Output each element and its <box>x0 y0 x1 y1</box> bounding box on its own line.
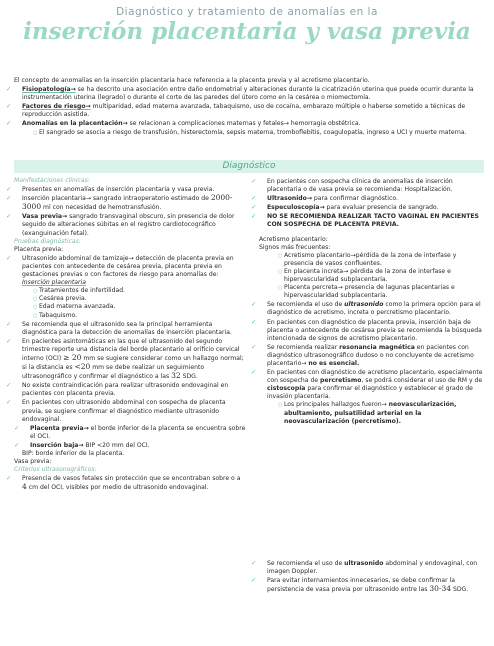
check-icon: ✓ <box>6 212 12 221</box>
sub-item: ○ Tratamientos de infertilidad. <box>14 287 247 295</box>
page-title: inserción placentaria y vasa previa <box>23 18 471 45</box>
sub-item: ○ Tabaquismo. <box>14 312 247 320</box>
header-pre: Diagnóstico y tratamiento de anomalías en la <box>116 6 378 18</box>
p-4: ✓ No existe contraindicación para realizar ultrasonido endovaginal en pacientes con placenta previa. <box>6 381 229 398</box>
p-6: ✓ Placenta previa→ el borde inferior de la placenta se encuentra sobre el OCI. <box>14 423 246 440</box>
r-7: ✓ Se recomienda realizar resonancia magnética en pacientes con diagnóstico ultrasonográfico dudoso o no concluyente de acretismo placentario→ no es esencial. <box>251 342 474 367</box>
right-bottom <box>251 559 485 594</box>
page-header <box>0 6 494 45</box>
r-9: ✓ Se recomienda el uso de ultrasonido abdominal y endovaginal, con imagen Doppler. <box>251 559 478 576</box>
vp-heading: Vasa previa: <box>14 458 52 466</box>
intro-fisio: ✓ Fisiopatología→ se ha descrito una asociación entre daño endometrial y alteraciones durante la cicatrización uterina que puede ocurrir durante la instrumentación uterina (legrado) o durante el corte de las paredes del útero como en la cesárea o miomectomía. <box>6 85 474 102</box>
check-icon: ✓ <box>6 319 12 328</box>
check-icon: ✓ <box>6 474 12 483</box>
intro-section <box>6 77 484 137</box>
r-2: ✓ Ultrasonido→ para confirmar diagnóstico. <box>251 194 398 203</box>
check-icon: ✓ <box>6 253 12 262</box>
check-icon: ✓ <box>251 317 257 326</box>
check-icon: ✓ <box>251 203 257 212</box>
r-4: ✓ NO SE RECOMIENDA REALIZAR TACTO VAGINAL EN PACIENTES CON SOSPECHA DE PLACENTA PREVIA. <box>251 212 479 229</box>
manif-2: ✓ Inserción placentaria→ sangrado intraoperatorio estimado de 2000-3000 ml con necesidad de hemotransfusión. <box>6 193 233 212</box>
p-3: ✓ En pacientes asintomáticas en las que el ultrasonido del segundo trimestre reporte una distancia del borde placentario al orificio cervical interno (OCI) ≥ 20 mm se sugiere considerar como un hallazgo normal; si la distancia es <20 mm se debe realizar un seguimiento ultrasonográfico y confirmar el diagnóstico a las 32 SDG. <box>6 336 244 381</box>
signos-label: Signos más frecuentes: <box>259 243 331 251</box>
check-icon: ✓ <box>14 440 20 449</box>
manif-3: ✓ Vasa previa→ sangrado transvaginal obscuro, sin presencia de dolor seguido de alteraciones súbitas en el registro cardiotocográfico (exanguinación fetal). <box>6 212 235 237</box>
sub-item: ○ Edad materna avanzada. <box>14 303 247 311</box>
check-icon: ✓ <box>6 102 12 111</box>
r-8-sub: ○ Los principales hallazgos fueron→ neovascularización, abultamiento, pulsatilidad arterial en la neovascularización (percretismo). <box>259 401 485 425</box>
signo-1: ○ Acretismo placentario→pérdida de la zona de interfase y presencia de vasos confluentes. <box>259 252 485 268</box>
r-8: ✓ En pacientes con diagnóstico de acretismo placentario, especialmente con sospecha de percretismo, se podrá considerar el uso de RM y de cistoscopía para confirmar el diagnóstico y establecer el grado de invasión placentaria. <box>251 368 483 401</box>
intro-anom: ✓ Anomalías en la placentación→ se relacionan a complicaciones maternas y fetales→ hemorragia obstétrica. <box>6 119 361 128</box>
intro-anom-sub: ○ El sangrado se asocia a riesgo de transfusión, histerectomía, sepsis materna, tromboflebitis, coagulopatía, ingreso a UCI y muerte materna. <box>14 129 484 137</box>
check-icon: ✓ <box>6 119 12 128</box>
vp-1: ✓ Presencia de vasos fetales sin protección que se encontraban sobre o a 4 cm del OCI, visibles por medio de ultrasonido endovaginal. <box>6 474 241 492</box>
check-icon: ✓ <box>6 185 12 194</box>
check-icon: ✓ <box>6 336 12 345</box>
right-column <box>251 177 485 426</box>
r-10: ✓ Para evitar internamientos innecesarios, se debe confirmar la persistencia de vasa previa por ultrasonido entre las 30-34 SDG. <box>251 576 469 594</box>
r-6: ✓ En pacientes con diagnóstico de placenta previa, inserción baja de placenta o antecedente de cesárea previa se recomienda la búsqueda intencionada de signos de acretismo placentario. <box>251 317 482 342</box>
check-icon: ✓ <box>6 194 12 203</box>
check-icon: ✓ <box>251 212 257 221</box>
us-1: ✓ Ultrasonido abdominal de tamizaje→ detección de placenta previa en pacientes con antecedente de cesárea previa, placenta previa en gestaciones previas o con factores de riesgo para anomalías de: Inserción placentaria <box>6 253 234 287</box>
pruebas-heading: Pruebas diagnósticas: <box>14 237 81 245</box>
check-icon: ✓ <box>6 398 12 407</box>
left-column <box>6 177 247 492</box>
intro-lead: El concepto de anomalías en la inserción placentaria hace referencia a la placenta previa y al acretismo placentario. <box>14 77 370 84</box>
check-icon: ✓ <box>251 300 257 309</box>
signo-3: ○ Placenta percreta→ presencia de lagunas placentarias e hipervascularidad subplacentaria. <box>259 284 485 300</box>
signo-2: ○ En placenta increta→ pérdida de la zona de interfase e hipervascularidad subplacentaria. <box>259 268 485 284</box>
manif-1: ✓ Presentes en anomalías de inserción placentaria y vasa previa. <box>6 185 215 194</box>
section-band: Diagnóstico <box>14 160 484 173</box>
check-icon: ✓ <box>251 368 257 377</box>
check-icon: ✓ <box>251 177 257 185</box>
p-7: ✓ Inserción baja→ BIP <20 mm del OCI. <box>14 440 150 449</box>
r-1: ✓ En pacientes con sospecha clínica de anomalías de inserción placentaria o de vasa previa se recomienda: Hospitalización. <box>251 177 453 194</box>
check-icon: ✓ <box>6 85 12 94</box>
check-icon: ✓ <box>6 381 12 390</box>
p-2: ✓ Se recomienda que el ultrasonido sea la principal herramienta diagnóstica para la detección de anomalías de inserción placentaria. <box>6 319 232 336</box>
bip-note: BIP: borde inferior de la placenta. <box>22 450 125 457</box>
p-5: ✓ En pacientes con ultrasonido abdominal con sospecha de placenta previa, se sugiere confirmar el diagnóstico mediante ultrasonido endovaginal. <box>6 398 226 423</box>
manif-heading: Manifestaciones clínicas: <box>14 177 90 184</box>
check-icon: ✓ <box>251 576 257 585</box>
check-icon: ✓ <box>251 559 257 567</box>
check-icon: ✓ <box>251 342 257 351</box>
r-3: ✓ Especuloscopía→ para evaluar presencia de sangrado. <box>251 203 439 212</box>
crit-heading: Criterios ultrasonográficos: <box>14 466 97 474</box>
check-icon: ✓ <box>251 194 257 203</box>
r-5: ✓ Se recomienda el uso de ultrasonido como la primera opción para el diagnóstico de acretismo, increta o percretismo placentario. <box>251 300 481 317</box>
check-icon: ✓ <box>14 423 20 432</box>
intro-riesgo: ✓ Factores de riesgo→ multiparidad, edad materna avanzada, tabaquismo, uso de cocaína, embarazo múltiple o haberse sometido a técnicas de reproducción asistida. <box>6 102 466 119</box>
sub-item: ○ Cesárea previa. <box>14 295 247 303</box>
pp-heading: Placenta previa: <box>14 245 64 253</box>
acretismo-heading: Acretismo placentario: <box>259 235 328 243</box>
